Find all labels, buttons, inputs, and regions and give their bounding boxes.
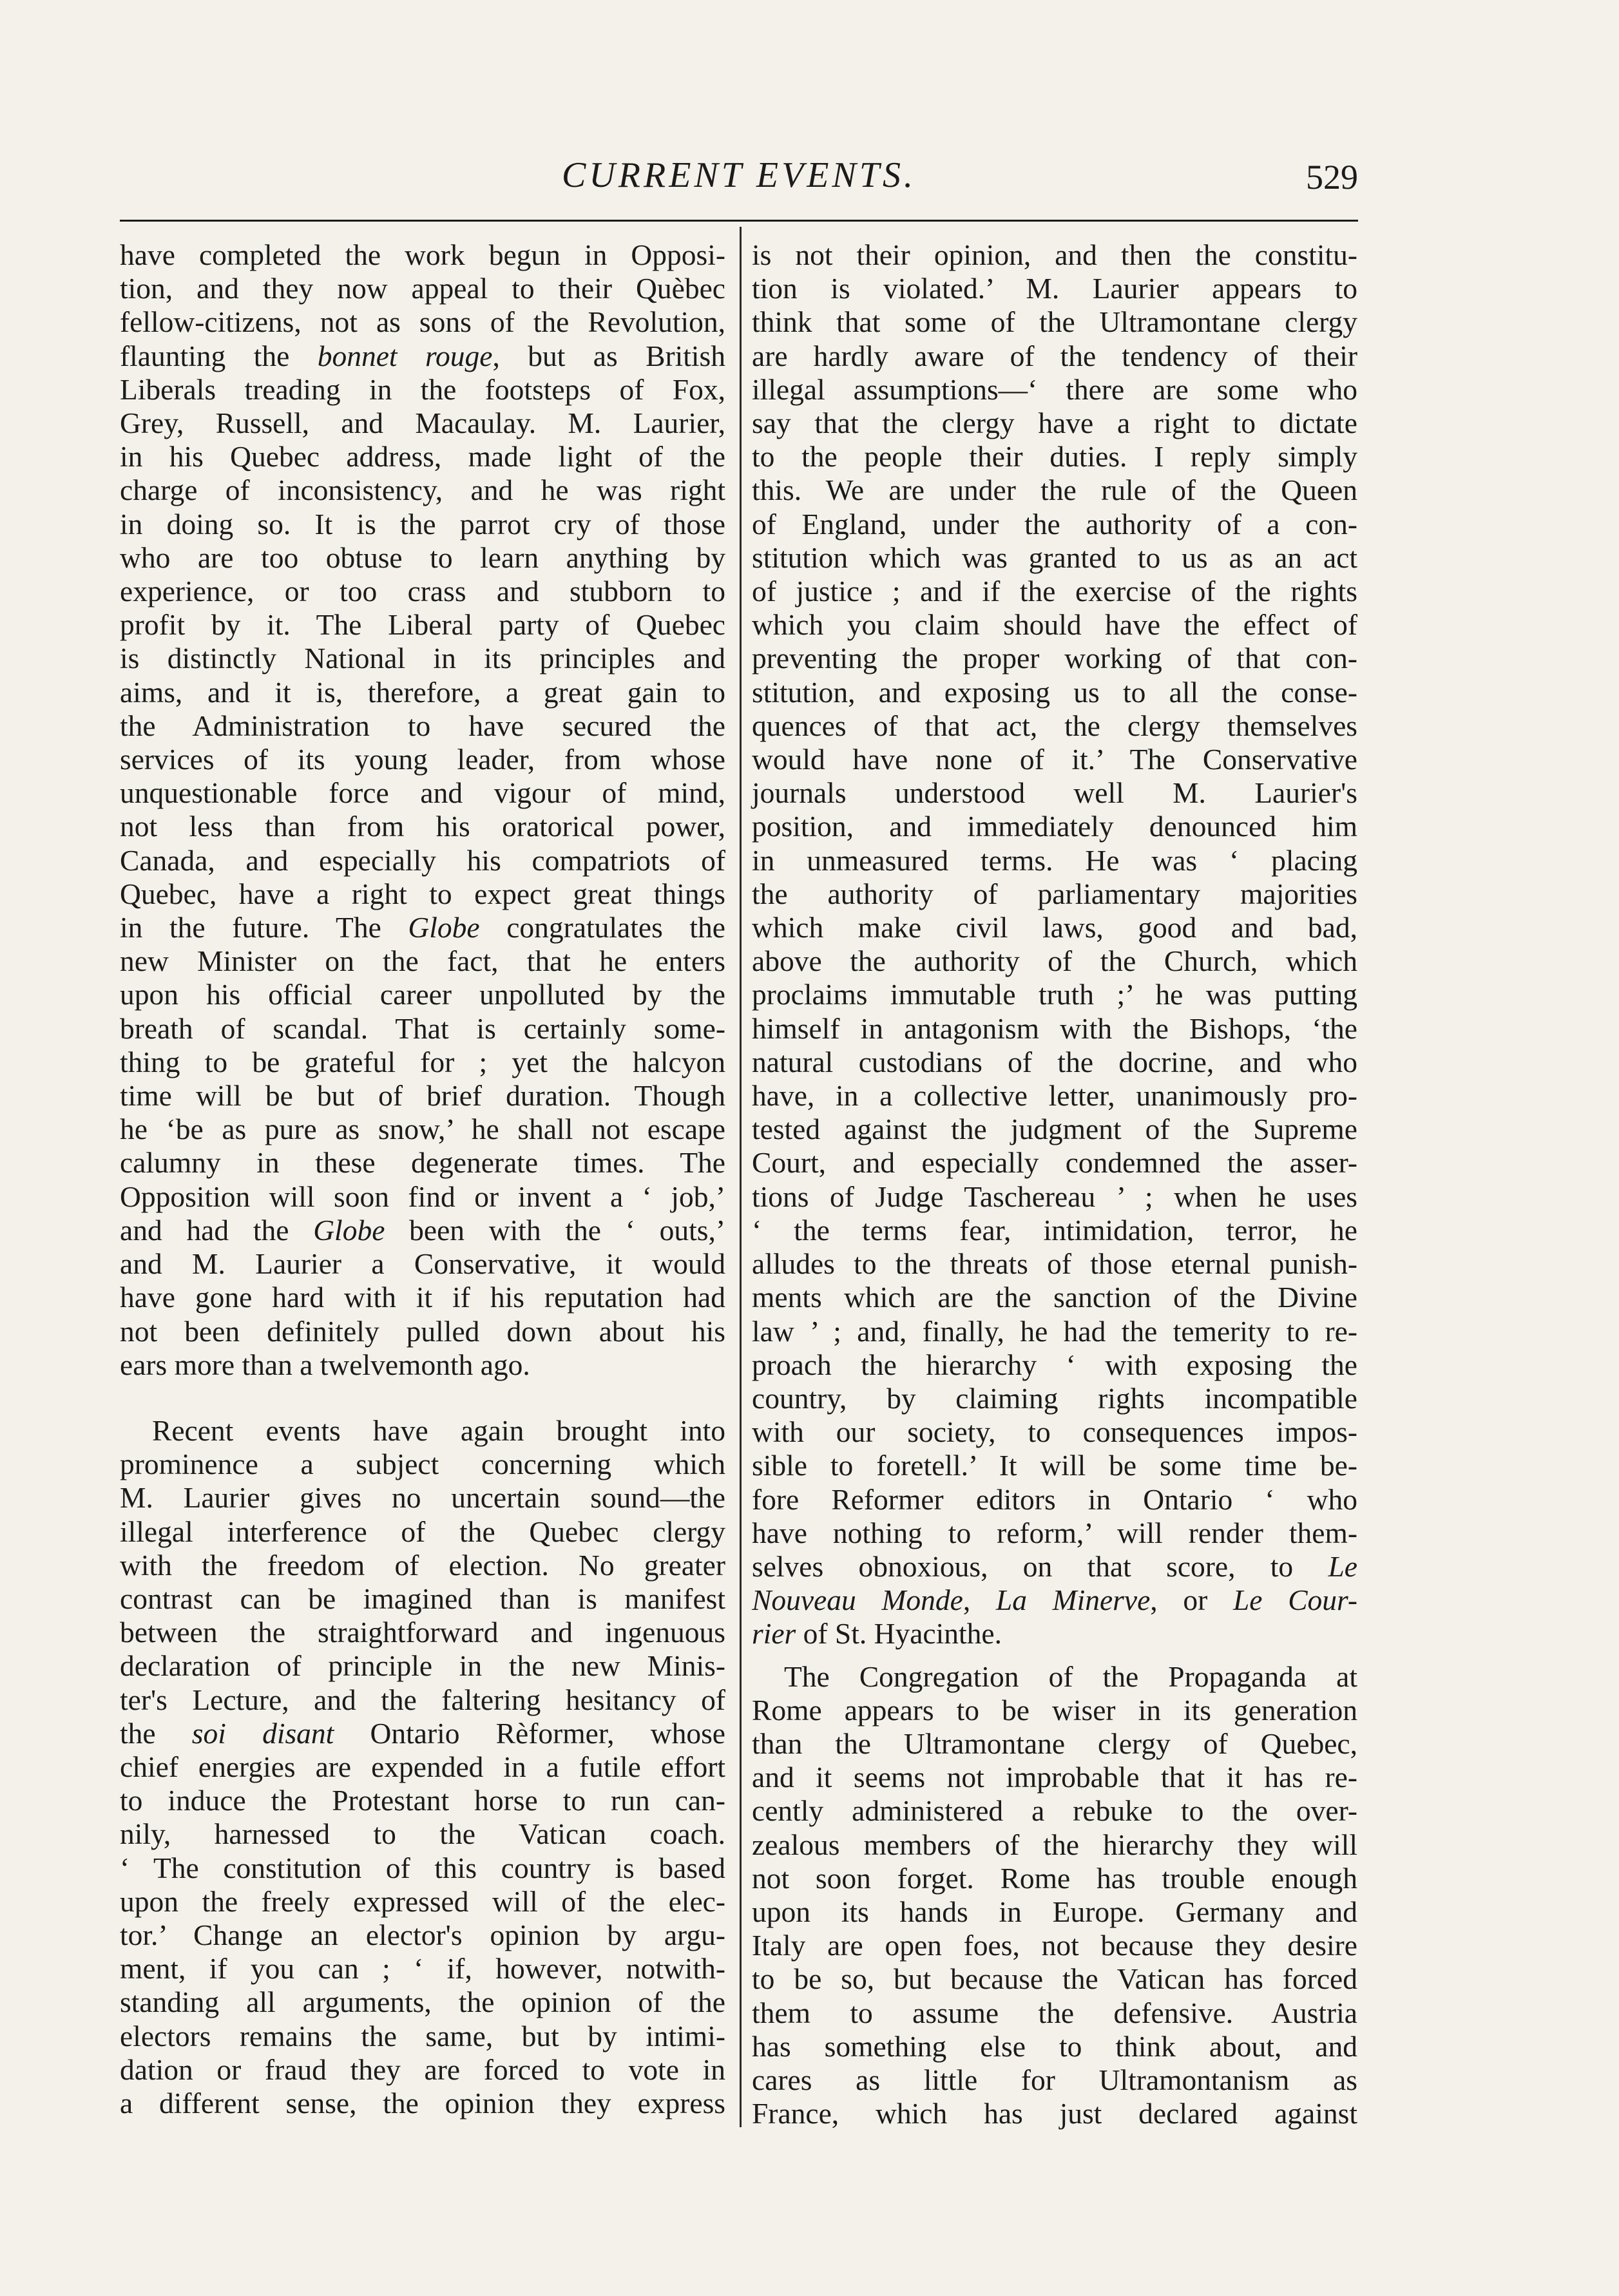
text-line: which make civil laws, good and bad,: [752, 911, 1357, 944]
text-line: is distinctly National in its principles and: [120, 642, 725, 675]
text-line: tion, and they now appeal to their Quèbec: [120, 272, 725, 305]
text-line: profit by it. The Liberal party of Quebec: [120, 608, 725, 642]
text-line: have, in a collective letter, unanimously pro-: [752, 1079, 1357, 1113]
text-line: illegal interference of the Quebec clergy: [120, 1515, 725, 1548]
text-line: have completed the work begun in Opposi-: [120, 238, 725, 271]
text-line: aims, and it is, therefore, a great gain to: [120, 675, 725, 709]
text-line: flaunting the bonnet rouge, but as British: [120, 339, 725, 372]
text-line: law ’ ; and, finally, he had the temerity to re-: [752, 1314, 1357, 1348]
paragraph: [120, 238, 725, 1382]
text-line: Rome appears to be wiser in its generation: [752, 1693, 1357, 1727]
running-head: CURRENT EVENTS.: [561, 155, 916, 195]
text-line: zealous members of the hierarchy they will: [752, 1828, 1357, 1861]
text-line: himself in antagonism with the Bishops, ‘the: [752, 1011, 1357, 1045]
text-line: between the straightforward and ingenuous: [120, 1616, 725, 1649]
text-line: nily, harnessed to the Vatican coach.: [120, 1817, 725, 1851]
italic-phrase: rier: [752, 1617, 796, 1650]
italic-phrase: soi disant: [191, 1716, 334, 1750]
text-line: electors remains the same, but by intimi-: [120, 2019, 725, 2052]
text-line: tested against the judgment of the Supreme: [752, 1113, 1357, 1146]
text-line: standing all arguments, the opinion of the: [120, 1985, 725, 2019]
text-line: are hardly aware of the tendency of their: [752, 339, 1357, 372]
text-line: than the Ultramontane clergy of Quebec,: [752, 1727, 1357, 1760]
text-line: new Minister on the fact, that he enters: [120, 944, 725, 978]
text-line: not soon forget. Rome has trouble enough: [752, 1861, 1357, 1895]
text-line: alludes to the threats of those eternal punish-: [752, 1247, 1357, 1281]
text-line: France, which has just declared against: [752, 2097, 1357, 2130]
text-line: time will be but of brief duration. Though: [120, 1079, 725, 1113]
text-line: above the authority of the Church, which: [752, 944, 1357, 978]
text-line: Italy are open foes, not because they desire: [752, 1929, 1357, 1962]
italic-phrase: Globe: [313, 1213, 385, 1247]
text-line: ter's Lecture, and the faltering hesitancy of: [120, 1683, 725, 1716]
right-column: [752, 238, 1357, 2130]
text-line: proclaims immutable truth ;’ he was putting: [752, 978, 1357, 1011]
column-divider: [740, 227, 742, 2127]
text-line: think that some of the Ultramontane clergy: [752, 305, 1357, 339]
text-line: Opposition will soon find or invent a ‘ job,’: [120, 1180, 725, 1213]
text-line: charge of inconsistency, and he was right: [120, 474, 725, 507]
text-line: and had the Globe been with the ‘ outs,’: [120, 1213, 725, 1247]
italic-phrase: Le Cour-: [1232, 1583, 1357, 1617]
text-line: ‘ The constitution of this country is based: [120, 1851, 725, 1884]
text-line: declaration of principle in the new Minis-: [120, 1649, 725, 1683]
text-line: Liberals treading in the footsteps of Fox,: [120, 372, 725, 406]
text-line: M. Laurier gives no uncertain sound—the: [120, 1481, 725, 1515]
text-line: to induce the Protestant horse to run can-: [120, 1784, 725, 1817]
text-line: in unmeasured terms. He was ‘ placing: [752, 843, 1357, 877]
text-line: chief energies are expended in a futile effort: [120, 1750, 725, 1783]
text-line: who are too obtuse to learn anything by: [120, 541, 725, 574]
text-line: of England, under the authority of a con-: [752, 507, 1357, 541]
text-line: position, and immediately denounced him: [752, 810, 1357, 843]
text-line: has something else to think about, and: [752, 2029, 1357, 2063]
text-line: tion is violated.’ M. Laurier appears to: [752, 272, 1357, 305]
text-line: Quebec, have a right to expect great things: [120, 877, 725, 910]
text-line: stitution, and exposing us to all the conse-: [752, 675, 1357, 709]
text-line: proach the hierarchy ‘ with exposing the: [752, 1348, 1357, 1381]
text-line: tor.’ Change an elector's opinion by argu-: [120, 1918, 725, 1951]
text-line: country, by claiming rights incompatible: [752, 1381, 1357, 1415]
text-line: The Congregation of the Propaganda at: [784, 1660, 1357, 1693]
italic-phrase: La Minerve: [995, 1583, 1151, 1617]
text-line: Recent events have again brought into: [152, 1413, 725, 1447]
text-line: is not their opinion, and then the constitu-: [752, 238, 1357, 271]
text-line: in his Quebec address, made light of the: [120, 440, 725, 474]
text-line: to the people their duties. I reply simply: [752, 440, 1357, 474]
text-line: in doing so. It is the parrot cry of those: [120, 507, 725, 541]
text-line: not less than from his oratorical power,: [120, 810, 725, 843]
text-line: he ‘be as pure as snow,’ he shall not escape: [120, 1113, 725, 1146]
text-line: them to assume the defensive. Austria: [752, 1996, 1357, 2029]
text-line: cares as little for Ultramontanism as: [752, 2063, 1357, 2096]
italic-phrase: Globe: [408, 911, 480, 944]
text-line: Nouveau Monde, La Minerve, or Le Cour-: [752, 1583, 1357, 1617]
page-number: 529: [1306, 158, 1358, 196]
italic-phrase: Nouveau Monde: [752, 1583, 963, 1617]
text-line: a different sense, the opinion they express: [120, 2086, 725, 2119]
text-line: cently administered a rebuke to the over-: [752, 1794, 1357, 1828]
italic-phrase: bonnet rouge: [317, 339, 493, 372]
text-line: upon its hands in Europe. Germany and: [752, 1895, 1357, 1928]
page-header: [120, 138, 1358, 196]
text-line: rier of St. Hyacinthe.: [752, 1617, 1002, 1650]
text-line: the Administration to have secured the: [120, 709, 725, 742]
text-line: ment, if you can ; ‘ if, however, notwith-: [120, 1952, 725, 1985]
text-line: journals understood well M. Laurier's: [752, 776, 1357, 810]
text-line: thing to be grateful for ; yet the halcyon: [120, 1045, 725, 1078]
text-line: services of its young leader, from whose: [120, 743, 725, 776]
text-line: and M. Laurier a Conservative, it would: [120, 1247, 725, 1281]
text-line: ears more than a twelvemonth ago.: [120, 1348, 530, 1381]
text-line: and it seems not improbable that it has re-: [752, 1761, 1357, 1794]
text-line: the soi disant Ontario Rèformer, whose: [120, 1716, 726, 1750]
text-line: prominence a subject concerning which: [120, 1448, 725, 1481]
text-line: not been definitely pulled down about his: [120, 1314, 725, 1348]
text-line: ‘ the terms fear, intimidation, terror, he: [752, 1213, 1357, 1247]
text-line: have nothing to reform,’ will render them-: [752, 1516, 1357, 1549]
text-line: stitution which was granted to us as an act: [752, 541, 1357, 574]
text-line: the authority of parliamentary majorities: [752, 877, 1357, 910]
text-line: calumny in these degenerate times. The: [120, 1146, 725, 1180]
text-line: Court, and especially condemned the asser-: [752, 1146, 1357, 1180]
text-line: natural custodians of the docrine, and who: [752, 1045, 1357, 1078]
text-line: Canada, and especially his compatriots of: [120, 843, 725, 877]
text-line: Grey, Russell, and Macaulay. M. Laurier,: [120, 407, 725, 440]
paragraph: [120, 1414, 725, 2120]
left-column: [120, 238, 725, 2120]
text-line: selves obnoxious, on that score, to Le: [752, 1549, 1357, 1583]
text-line: fellow-citizens, not as sons of the Revolution,: [120, 305, 725, 339]
text-line: would have none of it.’ The Conservative: [752, 743, 1357, 776]
paragraph: [752, 1660, 1357, 2131]
text-line: unquestionable force and vigour of mind,: [120, 776, 725, 810]
text-line: contrast can be imagined than is manifest: [120, 1582, 725, 1615]
header-rule: [120, 220, 1358, 222]
text-line: tions of Judge Taschereau ’ ; when he uses: [752, 1180, 1357, 1213]
text-line: say that the clergy have a right to dictate: [752, 407, 1357, 440]
paragraph-gap: [120, 1382, 725, 1414]
text-line: quences of that act, the clergy themselves: [752, 709, 1357, 742]
text-line: to be so, but because the Vatican has forced: [752, 1962, 1357, 1996]
text-line: of justice ; and if the exercise of the rights: [752, 575, 1357, 608]
italic-phrase: Le: [1328, 1549, 1357, 1583]
text-line: preventing the proper working of that con-: [752, 642, 1357, 675]
text-line: this. We are under the rule of the Queen: [752, 474, 1357, 507]
text-line: dation or fraud they are forced to vote in: [120, 2052, 725, 2086]
text-line: illegal assumptions—‘ there are some who: [752, 372, 1357, 406]
text-line: with our society, to consequences impos-: [752, 1415, 1357, 1449]
text-line: with the freedom of election. No greater: [120, 1548, 725, 1582]
text-line: have gone hard with it if his reputation had: [120, 1281, 725, 1314]
text-line: sible to foretell.’ It will be some time be-: [752, 1449, 1357, 1482]
paragraph: [752, 238, 1357, 1651]
text-line: breath of scandal. That is certainly some-: [120, 1011, 725, 1045]
text-line: upon his official career unpolluted by the: [120, 978, 725, 1011]
text-line: upon the freely expressed will of the elec-: [120, 1884, 725, 1918]
text-line: in the future. The Globe congratulates the: [120, 911, 725, 944]
text-line: fore Reformer editors in Ontario ‘ who: [752, 1482, 1357, 1516]
text-line: experience, or too crass and stubborn to: [120, 575, 725, 608]
text-line: ments which are the sanction of the Divine: [752, 1281, 1357, 1314]
text-line: which you claim should have the effect of: [752, 608, 1357, 642]
